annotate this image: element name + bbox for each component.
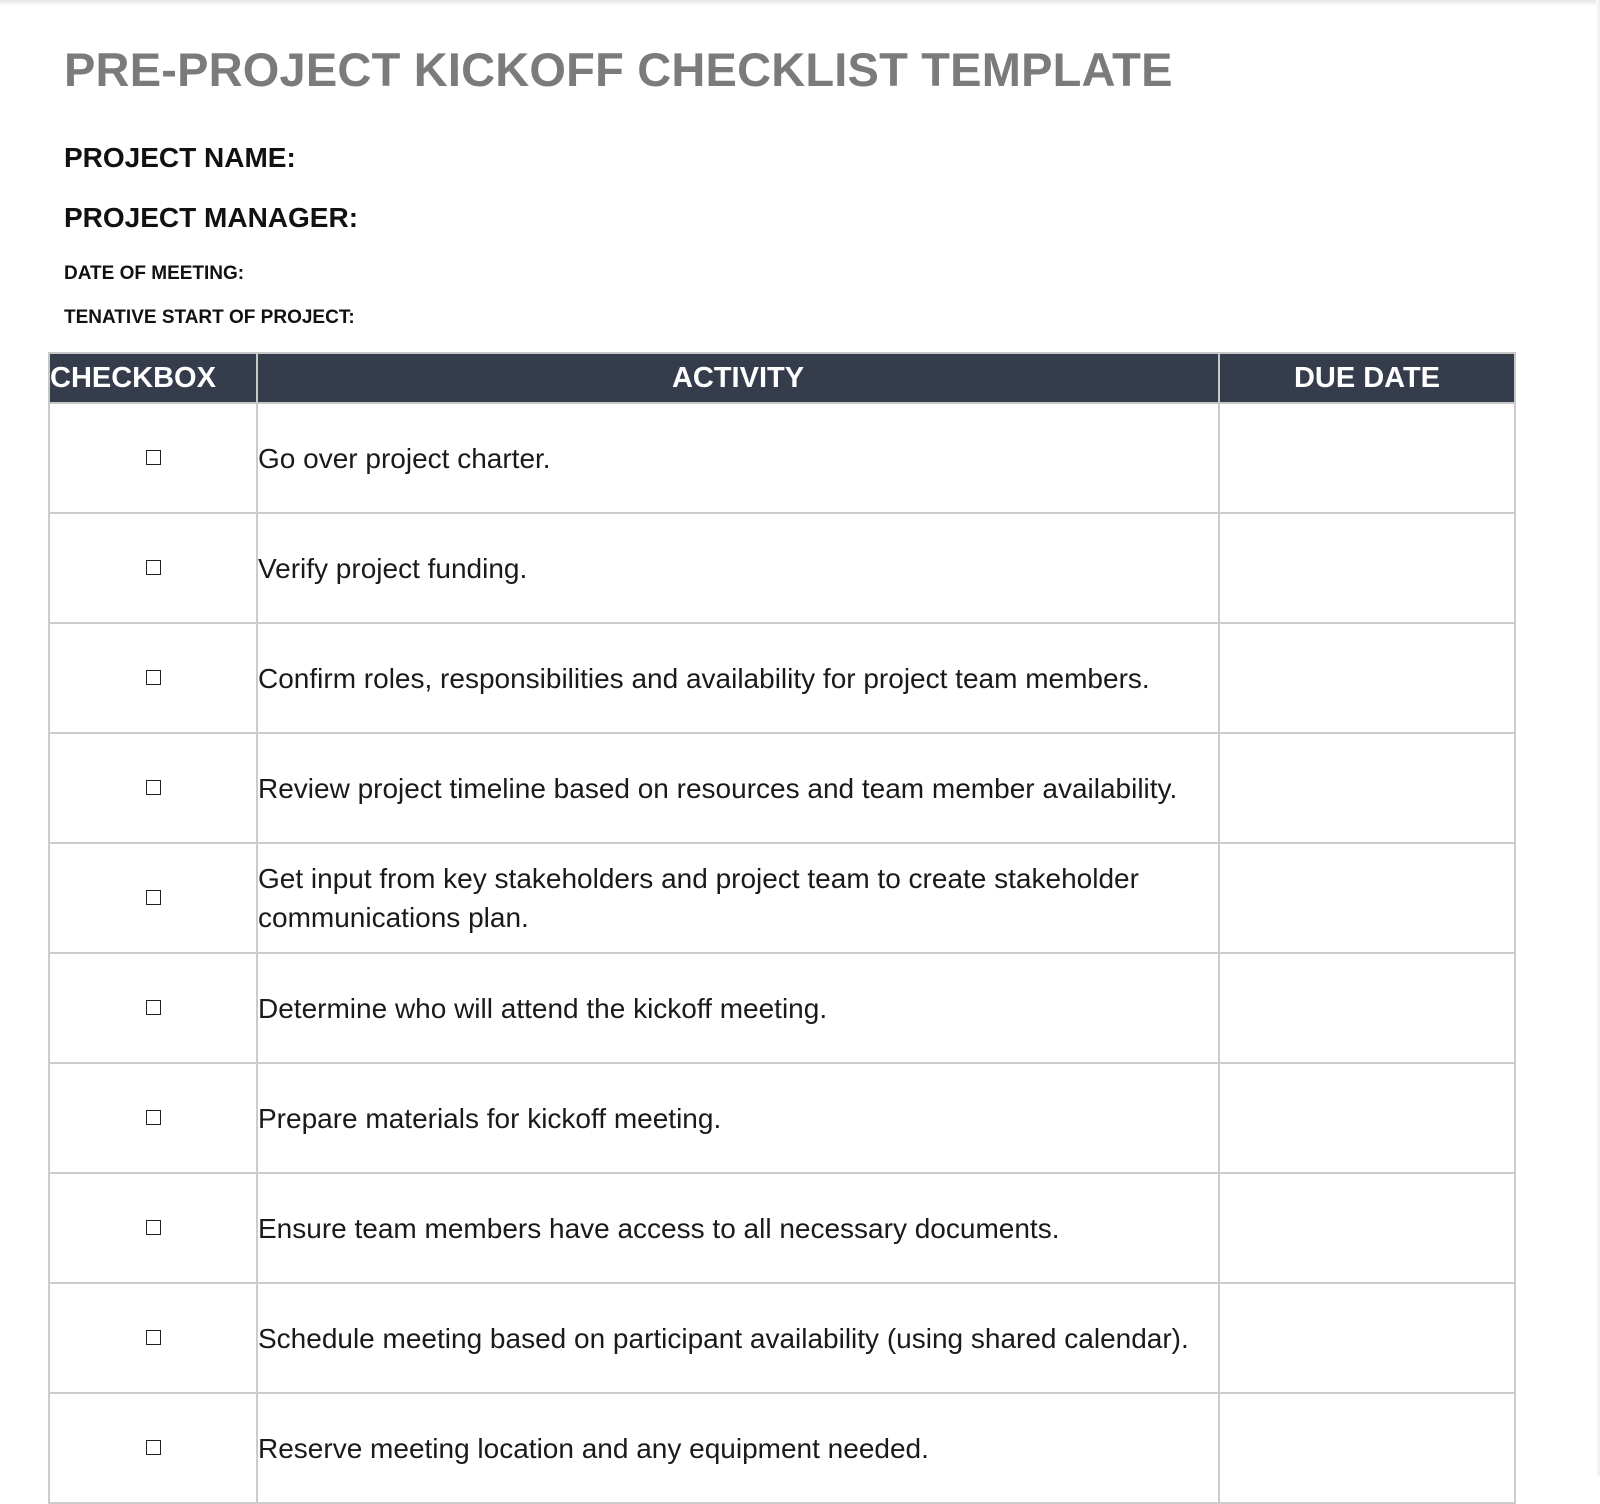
table-row	[49, 403, 1515, 513]
project-manager-label: PROJECT MANAGER:	[64, 202, 359, 233]
table-row	[49, 513, 1515, 623]
checkbox[interactable]	[146, 560, 161, 575]
due-date-cell[interactable]	[1219, 1393, 1515, 1503]
due-date-cell[interactable]	[1219, 623, 1515, 733]
checkbox[interactable]	[146, 780, 161, 795]
table-row	[49, 1173, 1515, 1283]
due-date-cell[interactable]	[1219, 953, 1515, 1063]
checkbox-cell	[49, 953, 257, 1063]
activity-cell: Verify project funding.	[257, 513, 1219, 623]
checkbox[interactable]	[146, 1220, 161, 1235]
due-date-cell[interactable]	[1219, 1063, 1515, 1173]
tentative-start-label: TENATIVE START OF PROJECT:	[64, 307, 355, 328]
checkbox-cell	[49, 403, 257, 513]
checklist-table	[48, 352, 1516, 1504]
checkbox[interactable]	[146, 670, 161, 685]
due-date-column-header: DUE DATE	[1219, 353, 1515, 403]
checkbox-column-header: CHECKBOX	[49, 353, 257, 403]
top-shadow	[0, 0, 1600, 6]
project-name-label: PROJECT NAME:	[64, 142, 296, 173]
due-date-cell[interactable]	[1219, 733, 1515, 843]
checkbox-cell	[49, 1173, 257, 1283]
checkbox-cell	[49, 513, 257, 623]
activity-cell: Get input from key stakeholders and project team to create stakeholder communications plan.	[257, 843, 1219, 953]
table-row	[49, 843, 1515, 953]
right-edge	[1596, 0, 1600, 1476]
checkbox[interactable]	[146, 1110, 161, 1125]
table-row	[49, 733, 1515, 843]
table-row	[49, 1283, 1515, 1393]
activity-cell: Go over project charter.	[257, 403, 1219, 513]
due-date-cell[interactable]	[1219, 1173, 1515, 1283]
checklist-body	[49, 403, 1515, 1503]
due-date-cell[interactable]	[1219, 513, 1515, 623]
checkbox-cell	[49, 843, 257, 953]
date-of-meeting-label: DATE OF MEETING:	[64, 263, 245, 284]
checkbox-cell	[49, 623, 257, 733]
activity-column-header: ACTIVITY	[257, 353, 1219, 403]
checkbox[interactable]	[146, 1330, 161, 1345]
checkbox[interactable]	[146, 450, 161, 465]
checkbox[interactable]	[146, 890, 161, 905]
table-row	[49, 1063, 1515, 1173]
table-row	[49, 623, 1515, 733]
activity-cell: Schedule meeting based on participant availability (using shared calendar).	[257, 1283, 1219, 1393]
activity-cell: Ensure team members have access to all necessary documents.	[257, 1173, 1219, 1283]
checkbox-cell	[49, 1063, 257, 1173]
activity-cell: Confirm roles, responsibilities and availability for project team members.	[257, 623, 1219, 733]
due-date-cell[interactable]	[1219, 1283, 1515, 1393]
due-date-cell[interactable]	[1219, 843, 1515, 953]
checkbox-cell	[49, 1283, 257, 1393]
checkbox-cell	[49, 733, 257, 843]
page-title: PRE-PROJECT KICKOFF CHECKLIST TEMPLATE	[64, 43, 1173, 96]
activity-cell: Reserve meeting location and any equipment needed.	[257, 1393, 1219, 1503]
activity-cell: Review project timeline based on resources and team member availability.	[257, 733, 1219, 843]
due-date-cell[interactable]	[1219, 403, 1515, 513]
activity-cell: Determine who will attend the kickoff meeting.	[257, 953, 1219, 1063]
table-row	[49, 1393, 1515, 1503]
checkbox-cell	[49, 1393, 257, 1503]
checkbox[interactable]	[146, 1440, 161, 1455]
activity-cell: Prepare materials for kickoff meeting.	[257, 1063, 1219, 1173]
checkbox[interactable]	[146, 1000, 161, 1015]
table-header-row	[49, 353, 1515, 403]
table-row	[49, 953, 1515, 1063]
